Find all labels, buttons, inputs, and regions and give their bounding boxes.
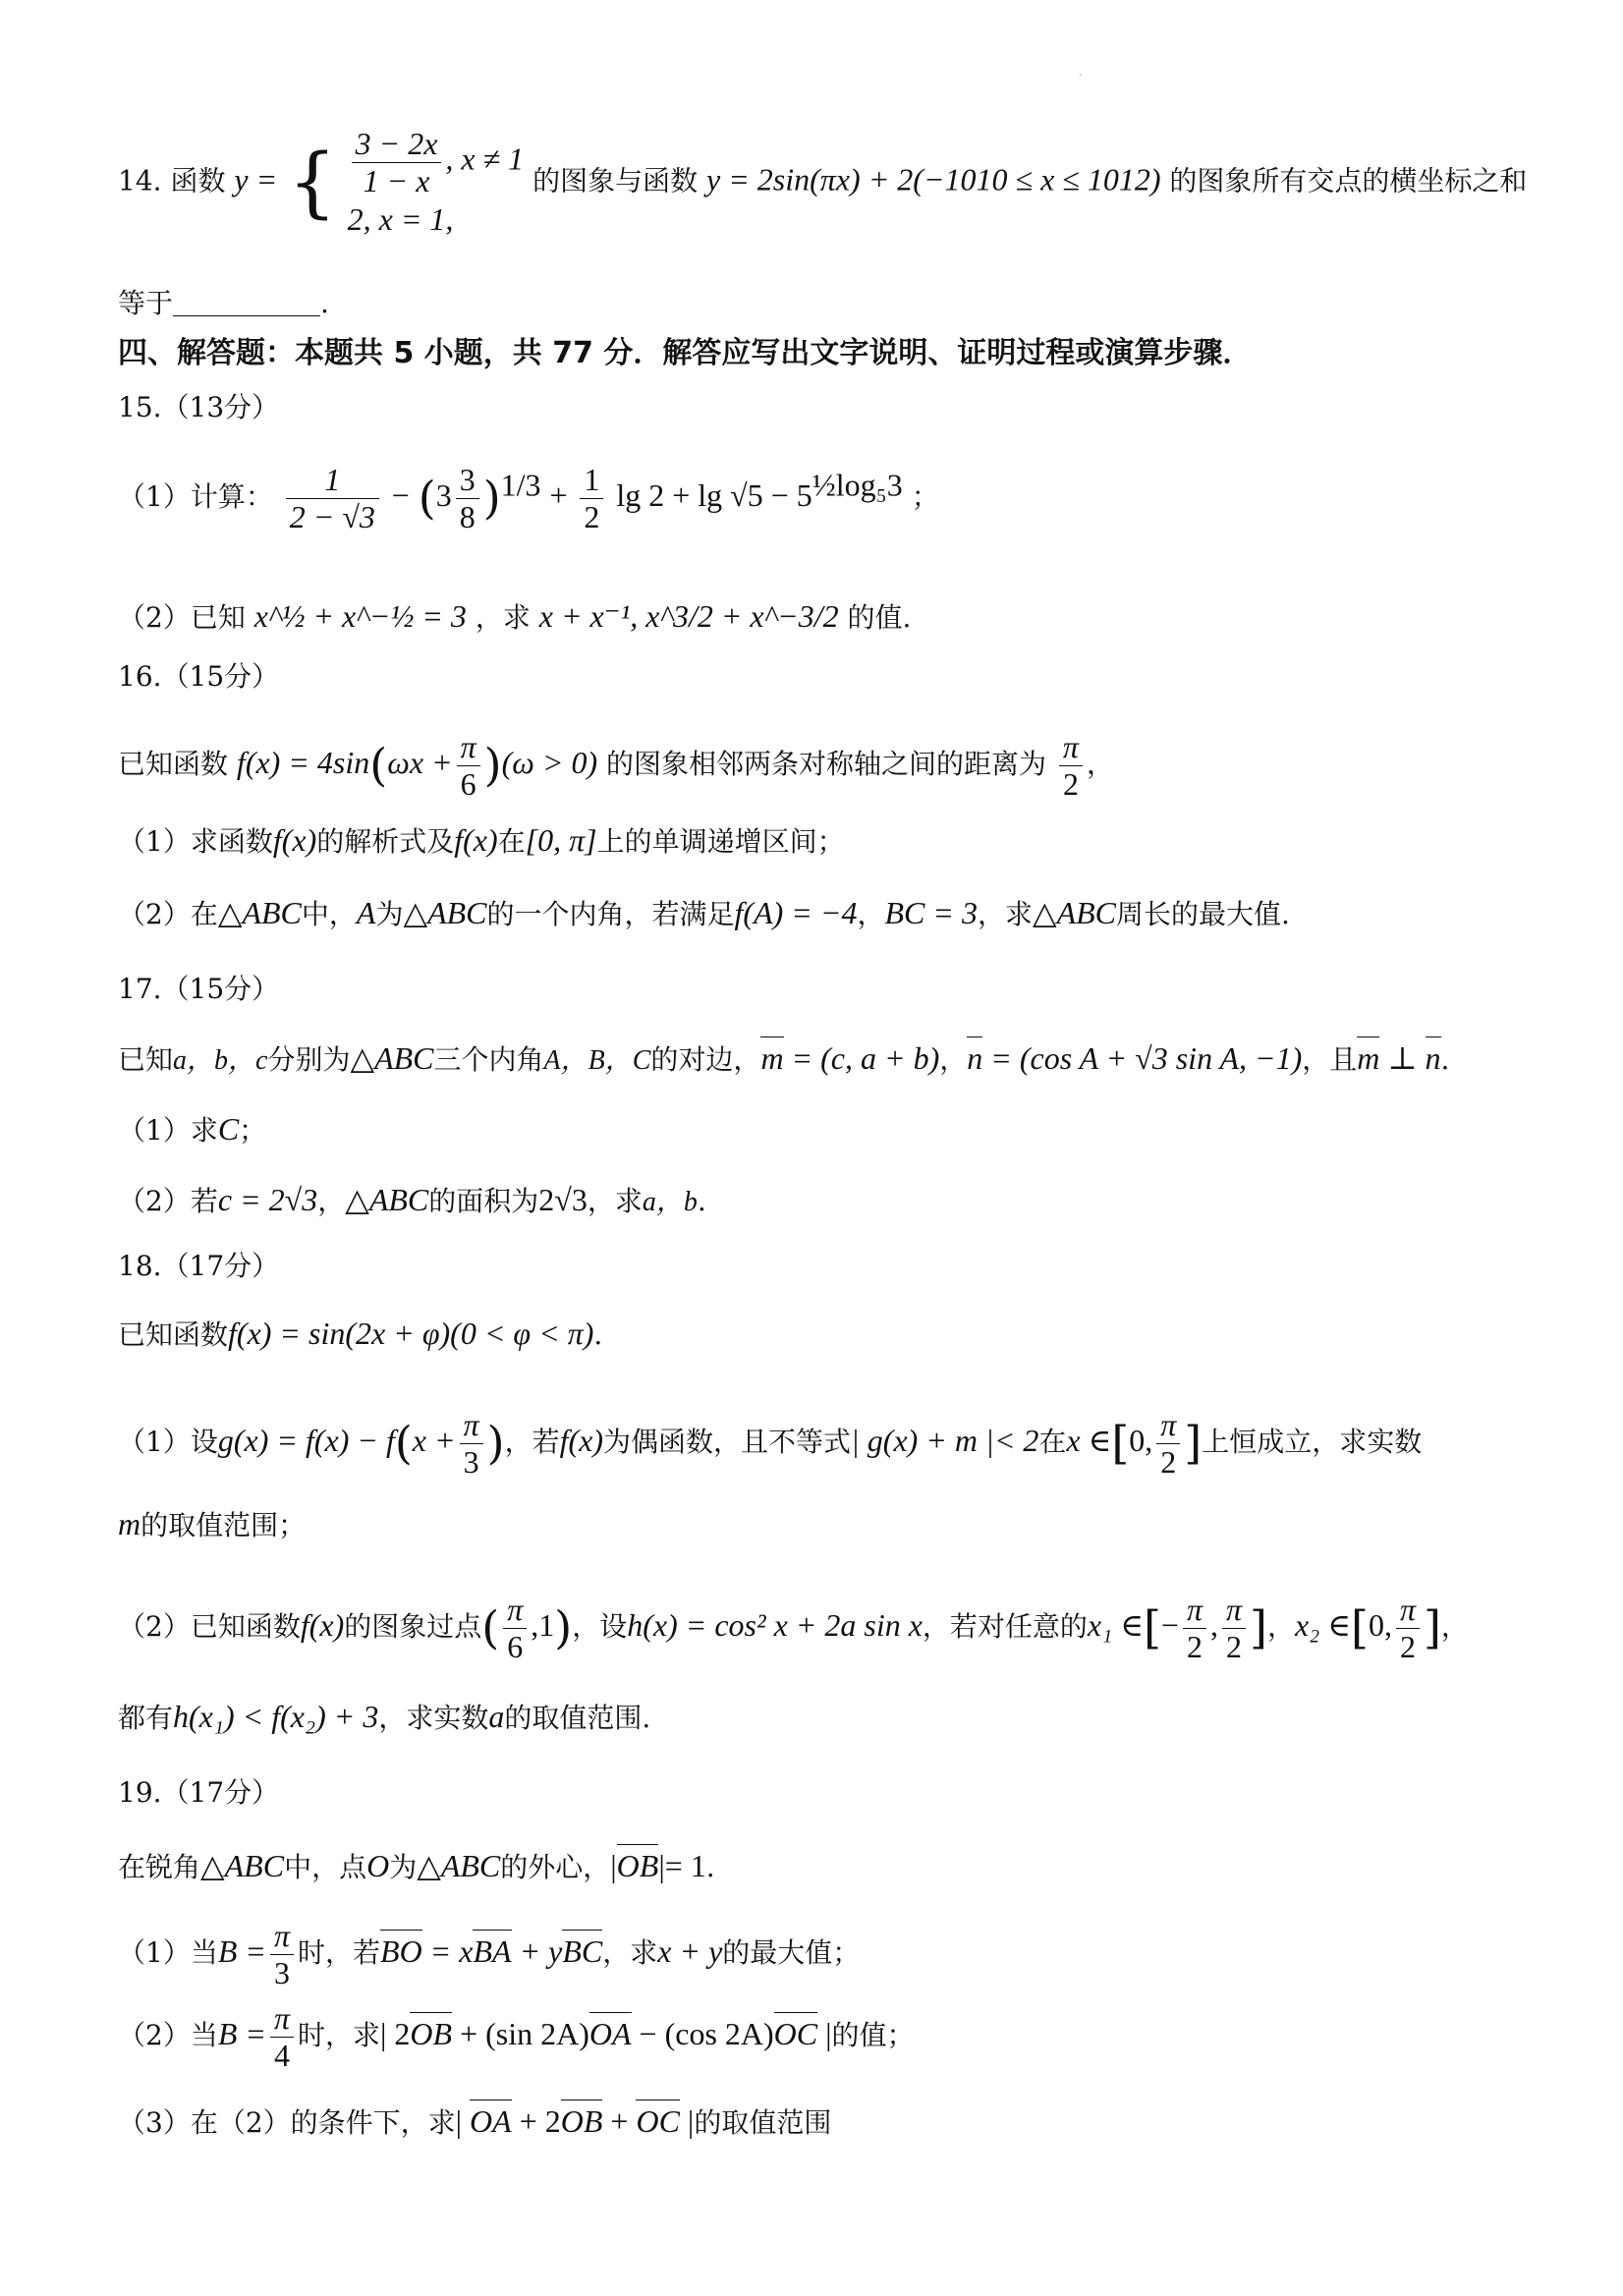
q18-p2-a-var: a (488, 1699, 505, 1734)
q18-p1-fx: f(x) (559, 1422, 603, 1458)
q14-text-1: 函数 (170, 164, 226, 197)
q15-p2-label: （2）已知 (118, 601, 246, 634)
q19-p1-eq: = x (421, 1932, 474, 1969)
q18-p2-c: ，设 (572, 1609, 628, 1643)
q19-intro-end: . (705, 1851, 715, 1883)
q17-p2-ab: a，b (642, 1187, 698, 1217)
q17-p2-end: . (697, 1185, 706, 1217)
q18-p1-a: （1）设 (118, 1425, 218, 1458)
q18-p2-pt-open: ( (481, 1600, 500, 1654)
q16-p2-g: 周长的最大值. (1116, 898, 1290, 930)
q15-frac2-num: 3 (456, 462, 479, 499)
q15-given: x^½ + x^−½ = 3 (253, 598, 467, 634)
q18-p2-e: ， (1266, 1609, 1295, 1643)
q16-p1-d: 上的单调递增区间； (596, 825, 845, 858)
q19-p2-r: | (817, 2015, 832, 2051)
q16-intro (118, 729, 1114, 803)
q19-p3-l: | (455, 2103, 471, 2139)
q18-p2-x2-pi: π (1396, 1592, 1420, 1629)
q16-p2-tri: △ABC (217, 895, 302, 930)
q16-p2-e: ， (857, 898, 885, 930)
q15-p1-end: ； (911, 479, 939, 513)
q18-p2-pt-x (503, 1592, 527, 1665)
q18-p1-xin: x ∈ (1066, 1422, 1112, 1458)
q18-p1-int-l: 0, (1129, 1422, 1153, 1458)
q18-p1-paren-close: ) (486, 1416, 505, 1470)
q18-p2-h-text: ，求实数 (378, 1702, 489, 1734)
q14-case1-frac (352, 126, 442, 199)
q18-p2-h: h(x) = cos² x + 2a sin x (627, 1606, 923, 1643)
q14-line-1 (118, 126, 1527, 240)
q16-p2-A: A (356, 895, 376, 930)
q16-six: 6 (460, 765, 476, 802)
q16-p1-a: （1）求函数 (118, 825, 273, 858)
q19-tri2: △ABC (417, 1848, 501, 1883)
q17-part-2 (118, 1181, 706, 1219)
q18-p2-x1-pi: π (1183, 1592, 1206, 1629)
q14-case1-cond: , x ≠ 1 (445, 140, 525, 177)
q18-p2-x1-neg: − (1160, 1606, 1179, 1643)
q15-frac3-num: 1 (580, 462, 603, 499)
q16-p2-fa: f(A) = −4 (734, 895, 858, 930)
q14-piecewise (348, 126, 525, 240)
q18-part-1-cont (118, 1505, 306, 1542)
q15-p2-end: 的值. (847, 601, 912, 634)
q18-p2-fx: f(x) (300, 1606, 345, 1643)
q16-p1-interval: [0, π] (525, 822, 597, 858)
q18-p2-x1-open: [ (1143, 1600, 1161, 1654)
q16-heading: 16.（15分） (118, 660, 280, 693)
q18-p1-pi: π (460, 1407, 483, 1444)
q18-p1-bracket-open: [ (1111, 1416, 1130, 1470)
q17-abc: a，b，c (173, 1045, 268, 1076)
q17-heading: 17.（15分） (118, 973, 280, 1005)
q19-p3-vector-oa: OA (470, 2103, 512, 2139)
q19-vector-ob: OB (616, 1848, 659, 1883)
q19-p2-mid: + (sin 2A) (452, 2015, 589, 2051)
q18-p2-x2-hi (1396, 1592, 1420, 1665)
q18-part-2-cont (118, 1698, 650, 1735)
q19-vector-bc: BC (562, 1932, 603, 1969)
q19-p2-l: | 2 (380, 2015, 411, 2051)
q18-p2-pt-six: 6 (507, 1628, 524, 1664)
q18-p2-x2: x₂ ∈ (1294, 1606, 1351, 1643)
q18-p1-int-two: 2 (1160, 1443, 1177, 1480)
q16-distance (1059, 729, 1083, 803)
q19-p2-vector-oa: OA (588, 2015, 632, 2051)
q18-p2-a: （2）已知函数 (118, 1609, 301, 1643)
q19-p1-three: 3 (273, 1954, 290, 1990)
q18-p2-pt-y: ,1 (531, 1606, 555, 1643)
q19-p2-a: （2）当 (118, 2018, 218, 2051)
q14-text-4: 等于 (118, 287, 174, 319)
q17-p2-c: 的面积为 (428, 1185, 539, 1217)
q17-p2-b: ， (317, 1185, 346, 1217)
q17-intro-2: 分别为 (267, 1043, 351, 1076)
q19-vector-bo: BO (380, 1932, 422, 1969)
q16-part-1 (118, 821, 845, 859)
q18-p2-x2-two: 2 (1399, 1628, 1416, 1664)
q16-p2-tri2: △ABC (403, 895, 487, 930)
q16-p2-c: 为 (375, 898, 404, 930)
q17-p2-a: （2）若 (118, 1185, 218, 1217)
q17-perp-m: m (1357, 1040, 1380, 1076)
q15-plus: + (549, 476, 568, 513)
q15-heading: 15.（13分） (118, 391, 280, 423)
q17-p1-end: ； (239, 1114, 267, 1147)
q16-p1-c: 在 (497, 825, 526, 858)
q16-d-num: π (1059, 729, 1083, 766)
q19-p1-B: B = (217, 1932, 266, 1969)
q17-intro (118, 1039, 1449, 1078)
q19-p2-vector-ob: OB (410, 2015, 453, 2051)
q17-vector-n: n (967, 1040, 983, 1076)
q15-target: x + x⁻¹, x^3/2 + x^−3/2 (538, 598, 839, 634)
q17-part-1 (118, 1110, 266, 1148)
q18-p1-arg: x + (412, 1422, 456, 1458)
q17-m-def: = (c, a + b) (783, 1040, 940, 1076)
q19-p2-pi: π (270, 2000, 294, 2038)
q17-intro-3: 三个内角 (433, 1043, 544, 1076)
q18-p2-g: 都有 (118, 1702, 174, 1734)
q15-p2-mid: ，求 (475, 601, 531, 634)
q17-tri: △ABC (350, 1040, 434, 1076)
q18-heading: 18.（17分） (118, 1250, 280, 1282)
q18-p2-d: ，若对任意的 (922, 1609, 1088, 1643)
q15-paren-close: ) (482, 471, 501, 525)
q19-intro (118, 1847, 715, 1884)
q18-part-2 (118, 1592, 1469, 1665)
q19-p3-vector-ob: OB (560, 2103, 603, 2139)
q18-p1-e: 上恒成立，求实数 (1202, 1425, 1423, 1458)
q16-p2-bc: BC = 3 (884, 895, 978, 930)
q18-part-1 (118, 1407, 1422, 1481)
q18-p1-c: 为偶函数，且不等式 (602, 1425, 851, 1458)
q19-p3-b: 的取值范围 (694, 2106, 832, 2139)
q18-intro (118, 1315, 602, 1352)
q17-intro-5: ，且 (1302, 1043, 1358, 1076)
q19-p1-xy: x + y (657, 1932, 723, 1969)
q16-cond: (ω > 0) (501, 744, 598, 780)
q19-p1-d: 的最大值； (722, 1935, 861, 1969)
q16-p1-fx: f(x) (272, 822, 317, 858)
q18-p2-x1-hi (1222, 1592, 1246, 1665)
q19-part-1 (118, 1918, 860, 1991)
q16-intro-2: 的图象相邻两条对称轴之间的距离为 (606, 747, 1047, 780)
q19-p2-pi-4 (270, 2000, 294, 2074)
q19-p1-b: 时，若 (298, 1935, 381, 1969)
q17-vector-m: m (760, 1040, 784, 1076)
q19-intro-2: 中，点 (284, 1851, 367, 1883)
q18-p1-pi-3 (460, 1407, 483, 1481)
q18-p2-pt-pi: π (503, 1592, 527, 1629)
q15-part-1 (118, 462, 939, 535)
q18-p1-three: 3 (463, 1443, 479, 1480)
q18-p1-f: 的取值范围； (140, 1509, 307, 1541)
q19-p2-B: B = (217, 2015, 266, 2051)
q18-p1-paren-open: ( (394, 1416, 413, 1470)
q16-p2-tri3: △ABC (1032, 895, 1117, 930)
q15-mixed-whole: 3 (435, 476, 452, 513)
q15-part-2 (118, 597, 911, 635)
q15-frac3-den: 2 (584, 498, 600, 534)
q18-p2-x1-pi2: π (1222, 1592, 1246, 1629)
q15-frac-3 (580, 462, 603, 535)
q16-pi: π (457, 729, 480, 766)
q15-frac-2 (456, 462, 479, 535)
q19-p3-mid2: + (602, 2103, 637, 2139)
q17-intro-1: 已知 (118, 1043, 174, 1076)
q18-p1-m: m (118, 1506, 141, 1541)
q14-text-3: 的图象所有交点的横坐标之和 (1169, 164, 1528, 197)
q16-pi-6 (457, 729, 480, 803)
q19-p2-vector-oc: OC (773, 2015, 818, 2051)
q19-heading: 19.（17分） (118, 1776, 280, 1809)
q14-text-5: . (320, 287, 329, 319)
q16-arg: ωx + (387, 744, 453, 780)
q17-p1-C: C (217, 1111, 240, 1147)
q18-p1-int-pi: π (1156, 1407, 1180, 1444)
q14-answer-blank[interactable] (173, 290, 320, 316)
q14-case1-den: 1 − x (363, 162, 430, 198)
q19-p2-four: 4 (273, 2037, 290, 2073)
q18-p2-x2-l: 0, (1368, 1606, 1392, 1643)
q18-p1-bracket-close: ] (1184, 1416, 1203, 1470)
q16-p2-a: （2）在 (118, 898, 218, 930)
q19-intro-1: 在锐角 (118, 1851, 201, 1883)
q19-p3-a: （3）在（2）的条件下，求 (118, 2106, 456, 2139)
q17-intro-end: . (1440, 1043, 1450, 1076)
q17-p2-area: 2√3 (538, 1182, 588, 1217)
q19-p3-mid: + 2 (511, 2103, 561, 2139)
q15-log-exponent: ½log₅3 (812, 467, 903, 503)
q19-p2-c: 的值； (831, 2018, 915, 2051)
q18-p2-x1: x₁ ∈ (1087, 1606, 1144, 1643)
q14-text-2: 的图象与函数 (532, 164, 699, 197)
q17-sep: ， (939, 1043, 968, 1076)
q14-y-lhs: y = (234, 161, 278, 197)
q19-p1-pi-3 (270, 1918, 294, 1991)
q16-p2-f: ，求 (977, 898, 1033, 930)
q17-angles: A，B，C (543, 1045, 651, 1076)
q18-g-def: g(x) = f(x) − f (217, 1422, 395, 1458)
q15-p1-label: （1）计算： (118, 479, 273, 513)
q18-p2-x1-two: 2 (1186, 1628, 1203, 1664)
q15-frac1-num: 1 (286, 462, 379, 499)
q15-frac-1 (286, 462, 379, 535)
q19-p1-plus: + y (511, 1932, 563, 1969)
q17-p2-d: ，求 (587, 1185, 643, 1217)
q16-d-den: 2 (1062, 765, 1079, 802)
scan-dot: · (1079, 71, 1083, 82)
q19-p1-c: ，求 (602, 1935, 658, 1969)
q15-minus: − (391, 476, 410, 513)
q17-n-def: = (cos A + √3 sin A, −1) (982, 1040, 1303, 1076)
q18-p1-ineq: | g(x) + m |< 2 (851, 1422, 1039, 1458)
section-4-heading: 四、解答题：本题共 5 小题，共 77 分．解答应写出文字说明、证明过程或演算步骤． (118, 336, 1253, 370)
q19-p2-mid2: − (cos 2A) (631, 2015, 774, 2051)
q16-paren-open: ( (369, 738, 388, 792)
q18-p2-pt-close: ) (554, 1600, 573, 1654)
q19-part-2 (118, 2000, 915, 2074)
q18-p2-b: 的图象过点 (344, 1609, 482, 1643)
q19-vector-ba: BA (473, 1932, 512, 1969)
q18-p2-x2-open: [ (1350, 1600, 1369, 1654)
q14-number: 14. (118, 164, 162, 197)
q19-tri: △ABC (200, 1848, 285, 1883)
q15-exp-third: 1/3 (500, 467, 541, 503)
q14-sine-function: y = 2sin(πx) + 2(−1010 ≤ x ≤ 1012) (706, 161, 1161, 197)
q18-p1-int-pi-2 (1156, 1407, 1180, 1481)
q17-perp: ⊥ (1379, 1040, 1426, 1076)
q17-p1-a: （1）求 (118, 1114, 218, 1147)
q18-p1-b: ，若 (504, 1425, 560, 1458)
q17-intro-4: 的对边， (650, 1043, 761, 1076)
q19-p1-pi: π (270, 1918, 294, 1955)
q19-part-3 (118, 2102, 831, 2140)
q19-intro-4: 的外心， (500, 1851, 611, 1883)
q18-p2-x1-two2: 2 (1225, 1628, 1242, 1664)
q19-intro-3: 为 (389, 1851, 418, 1883)
q17-perp-n: n (1425, 1040, 1441, 1076)
q19-p3-vector-oc: OC (636, 2103, 680, 2139)
q19-ob-l: | (610, 1848, 617, 1883)
q16-p1-fx2: f(x) (454, 822, 498, 858)
q18-p2-x1-comma: , (1209, 1606, 1218, 1643)
q16-intro-1: 已知函数 (118, 747, 229, 780)
q16-p1-b: 的解析式及 (316, 825, 455, 858)
q18-fx: f(x) = sin(2x + φ)(0 < φ < π) (228, 1316, 594, 1351)
q19-p3-r: | (679, 2103, 695, 2139)
q18-intro-end: . (593, 1318, 603, 1351)
q15-frac2-den: 8 (459, 498, 476, 534)
q14-case1-num: 3 − 2x (352, 126, 442, 163)
q19-p1-a: （1）当 (118, 1935, 218, 1969)
q18-p2-x1-close: ] (1250, 1600, 1267, 1654)
q18-p2-i: 的取值范围. (504, 1702, 651, 1734)
q19-p2-b: 时，求 (298, 2018, 381, 2051)
q15-frac1-den: 2 − √3 (289, 498, 375, 534)
q15-log-expr: lg 2 + lg √5 − 5 (616, 476, 812, 513)
q19-ob-r: |= 1 (658, 1848, 706, 1883)
q14-case-2: 2, x = 1, (347, 200, 454, 237)
q14-line-2 (118, 287, 329, 320)
q19-O: O (366, 1848, 390, 1883)
q17-p2-c-val: c = 2√3 (217, 1182, 318, 1217)
q18-p1-d: 在 (1038, 1425, 1067, 1458)
q16-fx: f(x) = 4sin (236, 744, 370, 780)
q14-brace: { (288, 139, 337, 228)
q16-p2-b: 中， (301, 898, 357, 930)
q17-p2-tri: △ABC (345, 1182, 429, 1217)
q14-case-1 (348, 126, 525, 199)
q18-p2-x1-lo (1183, 1592, 1206, 1665)
q18-intro-1: 已知函数 (118, 1318, 229, 1351)
q16-paren-close: ) (483, 738, 502, 792)
q18-p2-f: ， (1440, 1609, 1469, 1643)
q15-paren-open: ( (418, 471, 436, 525)
q16-part-2 (118, 894, 1290, 931)
q18-p2-x2-close: ] (1423, 1600, 1441, 1654)
q16-p2-d: 的一个内角，若满足 (486, 898, 735, 930)
q18-p2-ineq: h(x₁) < f(x₂) + 3 (173, 1699, 379, 1734)
q16-intro-end: ， (1086, 747, 1114, 780)
